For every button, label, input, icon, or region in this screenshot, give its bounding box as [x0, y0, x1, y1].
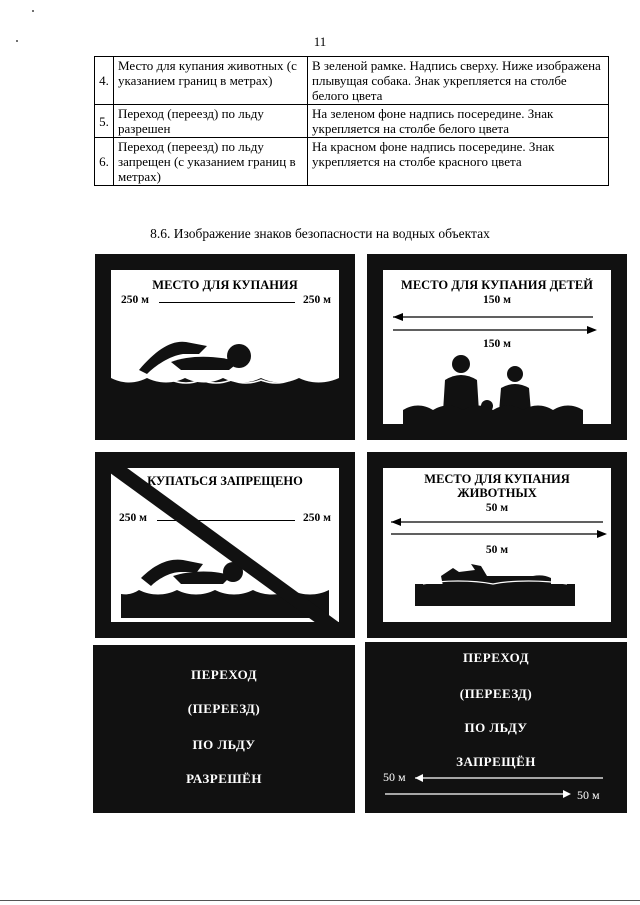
table-row: [95, 105, 609, 138]
sign-bathing-forbidden: [95, 452, 355, 638]
page-bottom-edge: [0, 900, 640, 901]
distance-bottom: 150 м: [483, 338, 511, 350]
distance-top: 150 м: [483, 294, 511, 306]
distance-right: 50 м: [577, 788, 600, 802]
sign-text-line: ПЕРЕХОД: [190, 667, 258, 682]
sign-children-bathing: [367, 254, 627, 440]
page-number: 11: [313, 34, 327, 49]
scan-speck: [32, 10, 34, 12]
sign-ice-crossing-allowed: [93, 645, 355, 813]
sign-description: На зеленом фоне надпись посередине. Знак укрепляется на столбе белого цвета: [308, 105, 609, 138]
section-title: 8.6. Изображение знаков безопасности на водных объектах: [150, 226, 490, 241]
sign-animals-bathing: [367, 452, 627, 638]
distance-left: 250 м: [119, 512, 147, 524]
sign-text-line: (ПЕРЕЕЗД): [459, 686, 533, 701]
sign-description: На красном фоне надпись посередине. Знак укрепляется на столбе красного цвета: [308, 138, 609, 186]
row-number: 6.: [95, 138, 114, 186]
sign-ice-crossing-forbidden: [365, 642, 627, 813]
swimmer-icon: [111, 270, 339, 424]
sign-text-line: ПЕРЕХОД: [462, 650, 530, 665]
distance-left: 50 м: [383, 770, 406, 784]
sign-text-line: ПО ЛЬДУ: [464, 720, 528, 735]
sign-text-line: (ПЕРЕЕЗД): [187, 701, 261, 716]
sign-text-line: ПО ЛЬДУ: [192, 737, 256, 752]
sign-name: Переход (переезд) по льду разрешен: [114, 105, 308, 138]
distance-right: 250 м: [303, 512, 331, 524]
sign-bathing-place: [95, 254, 355, 440]
sign-name: Переход (переезд) по льду запрещен (с указанием границ в метрах): [114, 138, 308, 186]
signs-table: [94, 56, 609, 186]
row-number: 4.: [95, 57, 114, 105]
children-icon: [383, 270, 611, 424]
row-number: 5.: [95, 105, 114, 138]
distance-left: 250 м: [121, 294, 149, 306]
swimming-dog-icon: [383, 468, 611, 622]
table-row: [95, 138, 609, 186]
sign-description: В зеленой рамке. Надпись сверху. Ниже изображена плывущая собака. Знак укрепляется на столбе белого цвета: [308, 57, 609, 105]
distance-top: 50 м: [485, 502, 509, 514]
sign-title: МЕСТО ДЛЯ КУПАНИЯ ДЕТЕЙ: [401, 278, 593, 292]
table-row: [95, 57, 609, 105]
sign-text-line: РАЗРЕШЁН: [186, 771, 262, 786]
prohibition-slash-icon: [111, 468, 339, 622]
distance-bottom: 50 м: [485, 544, 509, 556]
distance-right: 250 м: [303, 294, 331, 306]
sign-name: Место для купания животных (с указанием границ в метрах): [114, 57, 308, 105]
sign-text-line: ЗАПРЕЩЁН: [456, 754, 536, 769]
sign-title-line2: ЖИВОТНЫХ: [457, 486, 537, 500]
sign-title: МЕСТО ДЛЯ КУПАНИЯ: [152, 278, 298, 292]
sign-title: КУПАТЬСЯ ЗАПРЕЩЕНО: [147, 474, 303, 488]
sign-title-line1: МЕСТО ДЛЯ КУПАНИЯ: [424, 472, 570, 486]
